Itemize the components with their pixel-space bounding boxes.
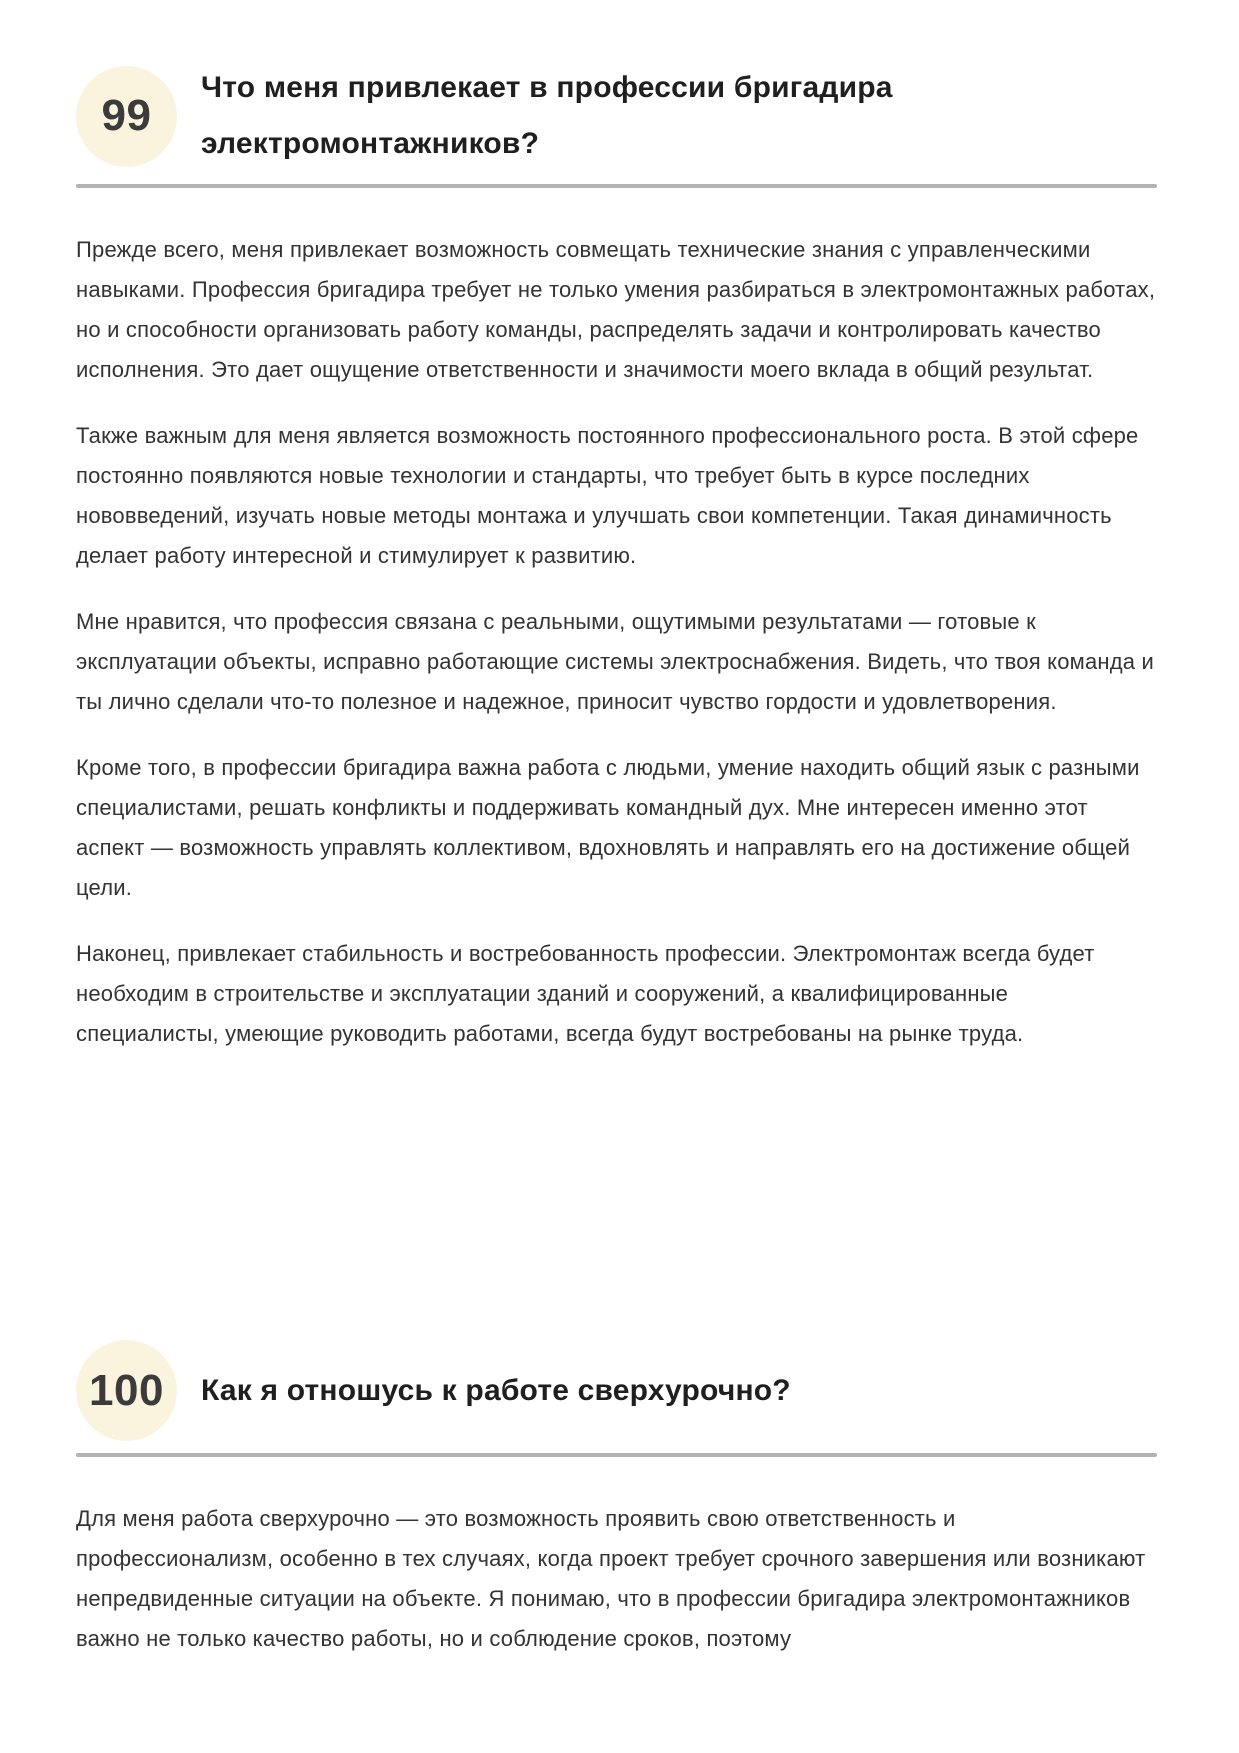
question-number: 99: [101, 91, 152, 140]
answer-body: [76, 230, 1157, 1190]
answer-paragraph: Кроме того, в профессии бригадира важна работа с людьми, умение находить общий язык с разными специалистами, решать конфликты и поддерживать командный дух. Мне интересен именно этот аспект — возможность управлять коллективом, вдохновлять и направлять его на достижение общей цели.: [76, 755, 1140, 900]
answer-paragraph: Прежде всего, меня привлекает возможность совмещать технические знания с управленческими навыками. Профессия бригадира требует не только умения разбираться в электромонтажных работах, но и способности организовать работу команды, распределять задачи и контролировать качество исполнения. Это дает ощущение ответственности и значимости моего вклада в общий результат.: [76, 237, 1156, 382]
answer-paragraph: Мне нравится, что профессия связана с реальными, ощутимыми результатами — готовые к эксплуатации объекты, исправно работающие системы электроснабжения. Видеть, что твоя команда и ты лично сделали что-то полезное и надежное, приносит чувство гордости и удовлетворения.: [76, 609, 1155, 714]
question-section-100: [76, 1340, 1157, 1659]
question-number-badge: [76, 66, 177, 167]
question-title: Что меня привлекает в профессии бригадира электромонтажников?: [201, 71, 893, 160]
question-number-badge: [76, 1340, 177, 1441]
question-title: Как я отношусь к работе сверхурочно?: [201, 1373, 791, 1407]
answer-paragraph: Для меня работа сверхурочно — это возможность проявить свою ответственность и профессионализм, особенно в тех случаях, когда проект требует срочного завершения или возникают непредвиденные ситуации на объекте. Я понимаю, что в профессии бригадира электромонтажников важно не только качество работы, но и соблюдение сроков, поэтому: [76, 1506, 1146, 1651]
question-header: [76, 1340, 1157, 1441]
question-number: 100: [89, 1365, 164, 1415]
answer-paragraph: Также важным для меня является возможность постоянного профессионального роста. В этой сфере постоянно появляются новые технологии и стандарты, что требует быть в курсе последних нововведений, изучать новые методы монтажа и улучшать свои компетенции. Такая динамичность делает работу интересной и стимулирует к развитию.: [76, 423, 1139, 568]
question-section-99: [76, 60, 1157, 1190]
answer-paragraph: Наконец, привлекает стабильность и востребованность профессии. Электромонтаж всегда будет необходим в строительстве и эксплуатации зданий и сооружений, а квалифицированные специалисты, умеющие руководить работами, всегда будут востребованы на рынке труда.: [76, 941, 1095, 1046]
header-divider: [76, 1453, 1157, 1457]
answer-body: [76, 1499, 1157, 1659]
header-divider: [76, 184, 1157, 188]
question-header: [76, 60, 1157, 172]
